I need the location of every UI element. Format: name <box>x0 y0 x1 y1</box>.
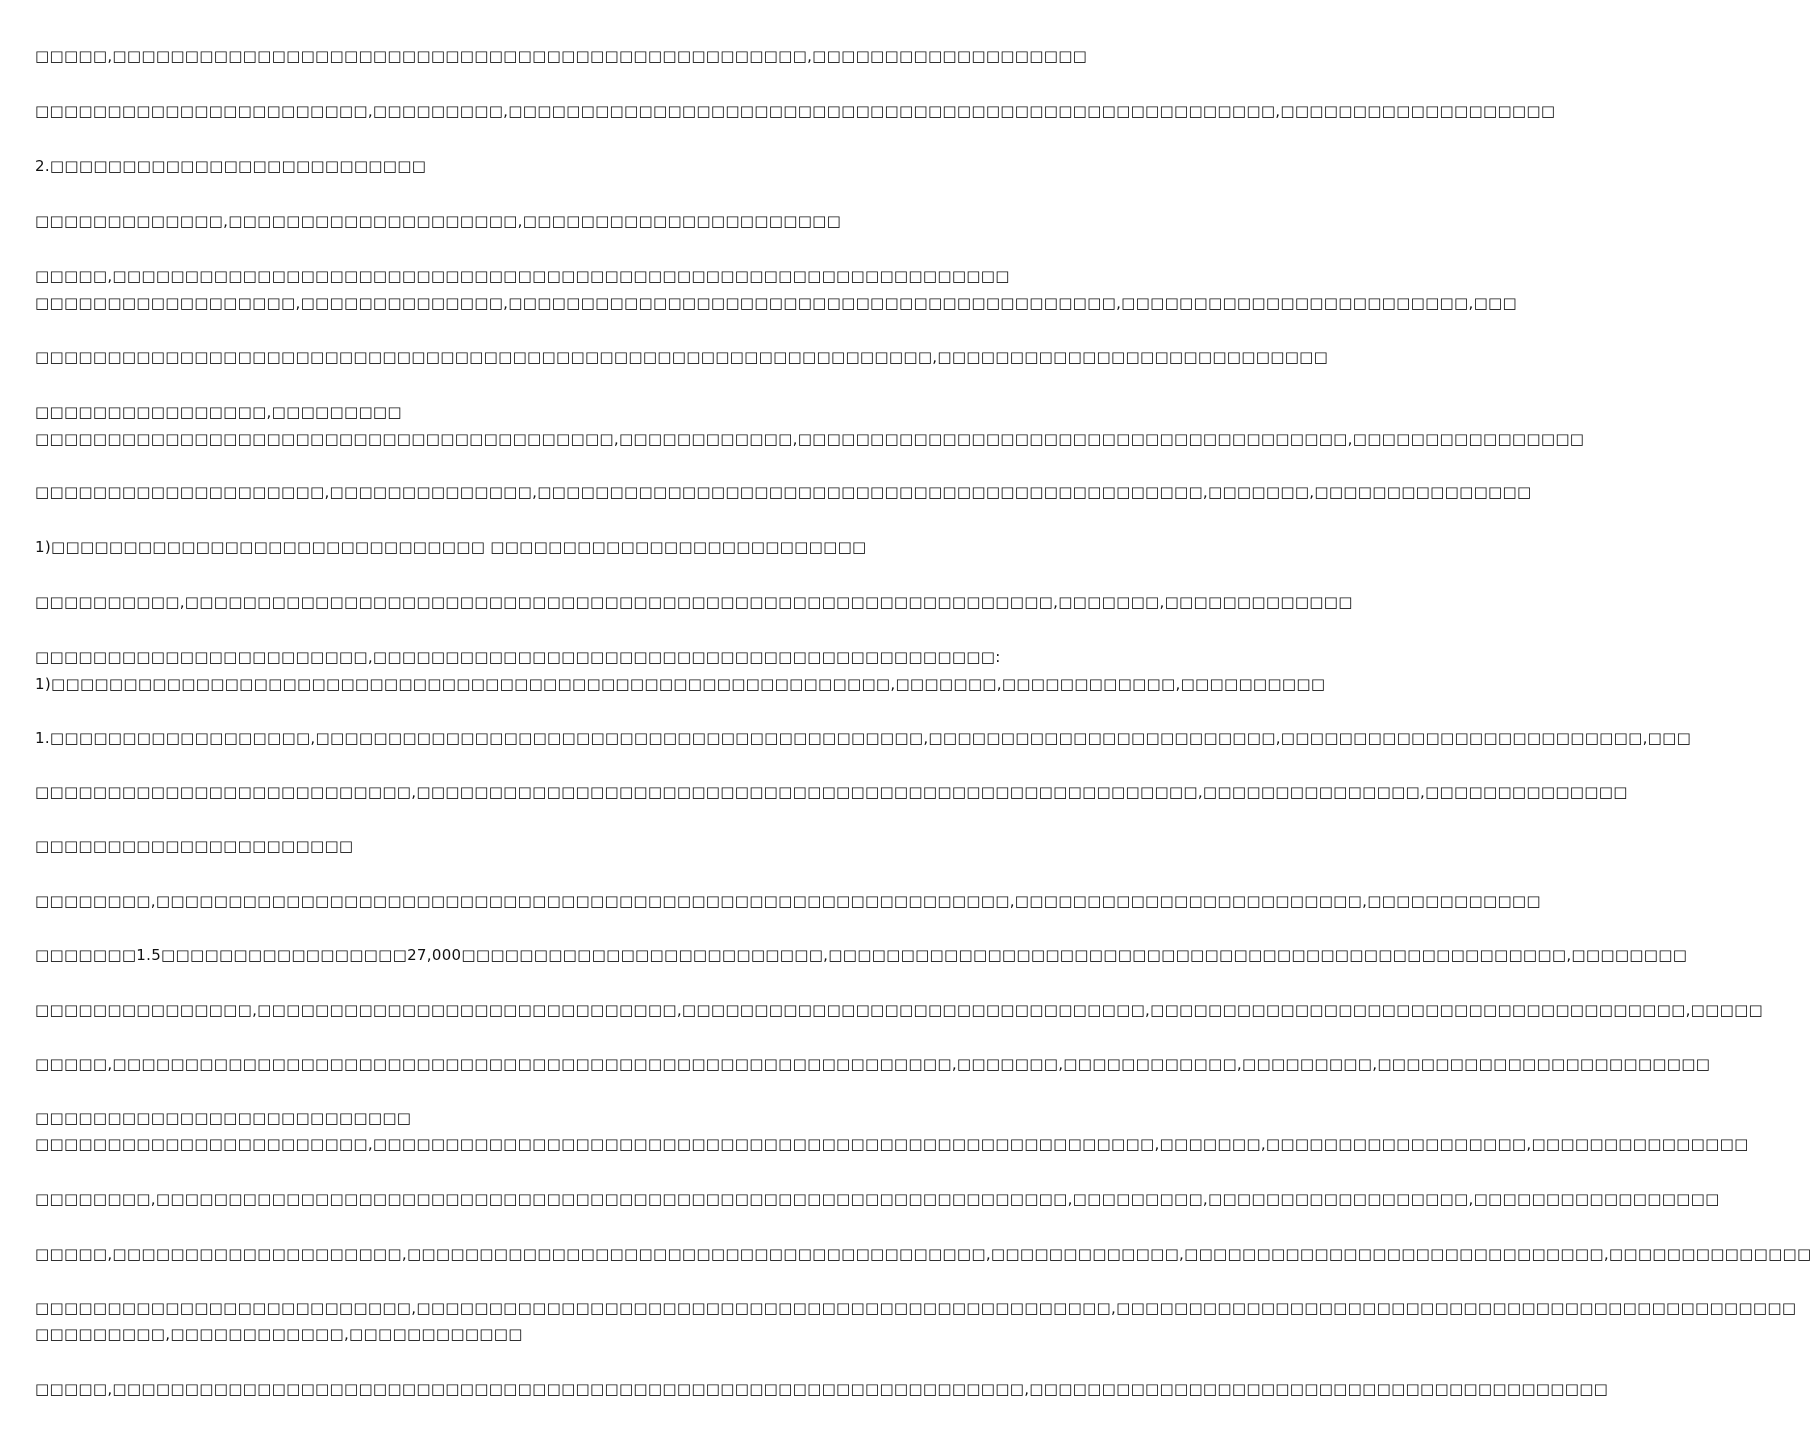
text-line: □□□□□□□□□□□□□□□□□□□□,□□□□□□□□□□□□□□,□□□□□□□□□□□□□□□□□□□□□□□□□□□□□□□□□□□□□□□□□□□□□□,□□□□□□□,□□□□□□□□□□□□□□□ <box>35 483 1532 501</box>
text-line: □□□□□□□□,□□□□□□□□□□□□□□□□□□□□□□□□□□□□□□□□□□□□□□□□□□□□□□□□□□□□□□□□□□□□□□□,□□□□□□□□□,□□□□□□□□□□□□□□□□□□,□□□□□□□□□□□□□□□□□ <box>35 1190 1720 1208</box>
text-line: □□□□□,□□□□□□□□□□□□□□□□□□□□□□□□□□□□□□□□□□□□□□□□□□□□□□□□□□□□□□□□□□□□□□□,□□□□□□□□□□□□□□□□□□□□□□□□□□□□□□□□□□□□□□□□ <box>35 1380 1609 1398</box>
text-line: □□□□□□□□□□□□□□□,□□□□□□□□□□□□□□□□□□□□□□□□□□□□□,□□□□□□□□□□□□□□□□□□□□□□□□□□□□□□□□,□□□□□□□□□□□□□□□□□□□□□□□□□□□□□□□□□□□□□,□□□□□ <box>35 1001 1764 1019</box>
text-line: □□□□□,□□□□□□□□□□□□□□□□□□□□□□□□□□□□□□□□□□□□□□□□□□□□□□□□□□□□□□□□□□□□□□ <box>35 267 1010 285</box>
text-line: □□□□□□□□□□□□□□□□□□□□□□□,□□□□□□□□□,□□□□□□□□□□□□□□□□□□□□□□□□□□□□□□□□□□□□□□□□□□□□□□□□□□□□□,□□□□□□□□□□□□□□□□□□□ <box>35 102 1556 120</box>
text-line: 1.□□□□□□□□□□□□□□□□□□,□□□□□□□□□□□□□□□□□□□□□□□□□□□□□□□□□□□□□□□□□□,□□□□□□□□□□□□□□□□□□□□□□□□,□□□□□□□□□□□□□□□□□□□□□□□□□,□□□ <box>35 729 1692 747</box>
text-line: □□□□□□□1.5□□□□□□□□□□□□□□□□□27,000□□□□□□□□□□□□□□□□□□□□□□□□□,□□□□□□□□□□□□□□□□□□□□□□□□□□□□□□□□□□□□□□□□□□□□□□□□□□□,□□□□□□□□ <box>35 946 1688 964</box>
text-line: 2.□□□□□□□□□□□□□□□□□□□□□□□□□□ <box>35 157 427 175</box>
text-line: □□□□□□□□,□□□□□□□□□□□□□□□□□□□□□□□□□□□□□□□□□□□□□□□□□□□□□□□□□□□□□□□□□□□,□□□□□□□□□□□□□□□□□□□□□□□□,□□□□□□□□□□□□ <box>35 892 1541 910</box>
text-line: □□□□□□□□□□□□□□□□□□□□□□□□□□□□□□□□□□□□□□□□,□□□□□□□□□□□□,□□□□□□□□□□□□□□□□□□□□□□□□□□□□□□□□□□□□□□,□□□□□□□□□□□□□□□□ <box>35 430 1585 448</box>
text-line: □□□□□□□□□□□□□□□□□□□□□□□□□□ <box>35 1109 412 1127</box>
text-line: □□□□□□□□□□□□□,□□□□□□□□□□□□□□□□□□□□,□□□□□□□□□□□□□□□□□□□□□□ <box>35 212 842 230</box>
text-line: 1)□□□□□□□□□□□□□□□□□□□□□□□□□□□□□□□□□□□□□□□□□□□□□□□□□□□□□□□□□□,□□□□□□□,□□□□□□□□□□□□,□□□□□□□□□□ <box>35 675 1326 693</box>
text-line: 1)□□□□□□□□□□□□□□□□□□□□□□□□□□□□□□ □□□□□□□□□□□□□□□□□□□□□□□□□□ <box>35 538 867 556</box>
text-line: □□□□□□□□□□□□□□□□□□□□□□ <box>35 837 354 855</box>
text-line: □□□□□□□□□□□□□□□□□□,□□□□□□□□□□□□□□,□□□□□□□□□□□□□□□□□□□□□□□□□□□□□□□□□□□□□□□□□□,□□□□□□□□□□□□□□□□□□□□□□□□,□□□ <box>35 294 1517 312</box>
text-line: □□□□□□□□□□□□□□□□□□□□□□□,□□□□□□□□□□□□□□□□□□□□□□□□□□□□□□□□□□□□□□□□□□□: <box>35 648 1001 666</box>
text-line: □□□□□□□□□□□□□□□□□□□□□□□,□□□□□□□□□□□□□□□□□□□□□□□□□□□□□□□□□□□□□□□□□□□□□□□□□□□□□□,□□□□□□□,□□□□□□□□□□□□□□□□□□,□□□□□□□□□□□□□□□ <box>35 1135 1749 1153</box>
text-line: □□□□□□□□□□□□□□□□,□□□□□□□□□ <box>35 403 402 421</box>
text-line: □□□□□,□□□□□□□□□□□□□□□□□□□□,□□□□□□□□□□□□□□□□□□□□□□□□□□□□□□□□□□□□□□□□,□□□□□□□□□□□□□,□□□□□□□□□□□□□□□□□□□□□□□□□□□□□,□□□□□□□□□□□□□□ <box>35 1245 1812 1263</box>
text-line: □□□□□□□□□,□□□□□□□□□□□□,□□□□□□□□□□□□ <box>35 1325 523 1343</box>
text-line: □□□□□□□□□□,□□□□□□□□□□□□□□□□□□□□□□□□□□□□□□□□□□□□□□□□□□□□□□□□□□□□□□□□□□□□,□□□□□□□,□□□□□□□□□□□□□ <box>35 593 1353 611</box>
text-line: □□□□□□□□□□□□□□□□□□□□□□□□□□,□□□□□□□□□□□□□□□□□□□□□□□□□□□□□□□□□□□□□□□□□□□□□□□□□□□□□□,□□□□□□□□□□□□□□□,□□□□□□□□□□□□□□ <box>35 783 1628 801</box>
text-line: □□□□□,□□□□□□□□□□□□□□□□□□□□□□□□□□□□□□□□□□□□□□□□□□□□□□□□,□□□□□□□□□□□□□□□□□□□ <box>35 47 1088 65</box>
text-line: □□□□□□□□□□□□□□□□□□□□□□□□□□,□□□□□□□□□□□□□□□□□□□□□□□□□□□□□□□□□□□□□□□□□□□□□□□□,□□□□□□□□□□□□□□□□□□□□□□□□□□□□□□□□□□□□□□□□□□□□□□□ <box>35 1299 1797 1317</box>
text-line: □□□□□,□□□□□□□□□□□□□□□□□□□□□□□□□□□□□□□□□□□□□□□□□□□□□□□□□□□□□□□□□□,□□□□□□□,□□□□□□□□□□□□,□□□□□□□□□,□□□□□□□□□□□□□□□□□□□□□□□ <box>35 1055 1711 1073</box>
text-line: □□□□□□□□□□□□□□□□□□□□□□□□□□□□□□□□□□□□□□□□□□□□□□□□□□□□□□□□□□□□□□,□□□□□□□□□□□□□□□□□□□□□□□□□□□ <box>35 348 1329 366</box>
